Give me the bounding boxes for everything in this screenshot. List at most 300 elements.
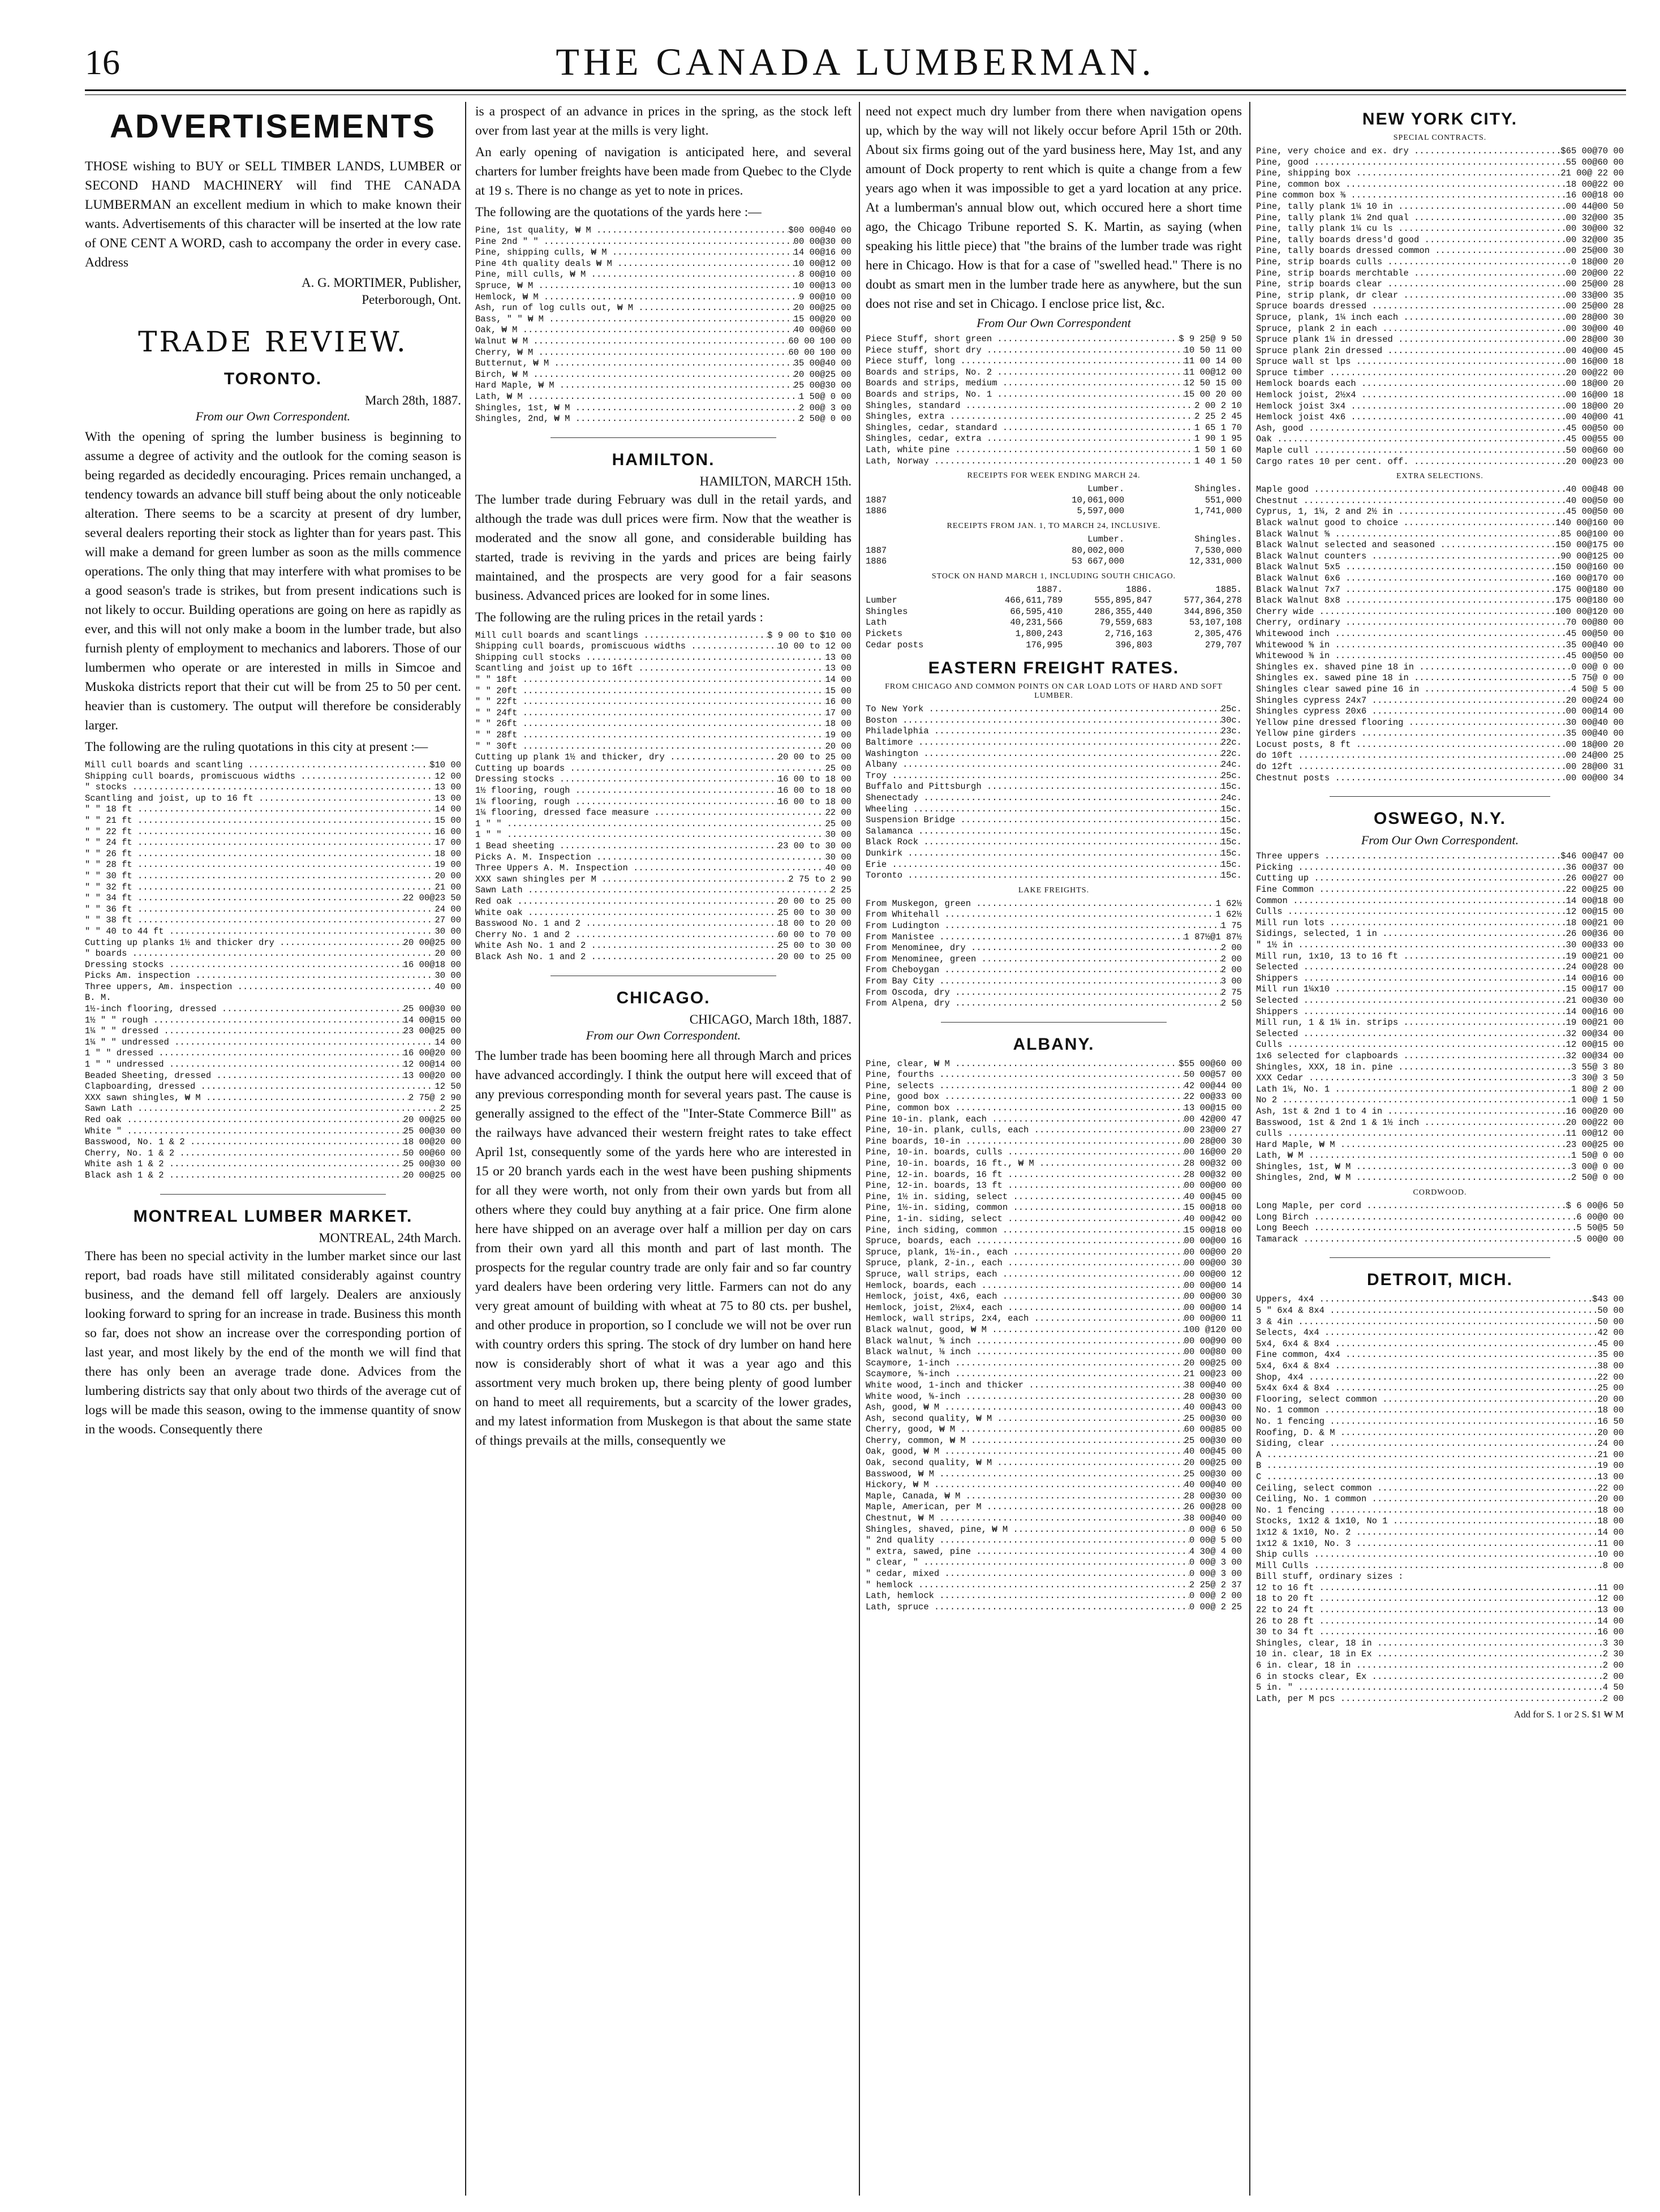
row-value: 20 00@25 00: [1184, 1358, 1242, 1368]
table-row: [475, 841, 851, 852]
row-label: Scantling and joist up to 16ft .....: [475, 663, 825, 675]
table-row: [1256, 1084, 1624, 1096]
row-value: 30 00@33 00: [1566, 940, 1624, 950]
table-row: [866, 715, 1242, 727]
table-cell: 1,800,243: [1015, 629, 1063, 639]
table-row: [866, 1502, 1242, 1513]
row-label: " " 18ft .....: [475, 675, 825, 686]
row-label: Pine common box ⅜ .....: [1256, 190, 1566, 201]
row-value: 2 00: [1602, 1660, 1624, 1671]
row-label: 6 in. clear, 18 in .....: [1256, 1660, 1603, 1672]
row-label: Hemlock, ₩ M .....: [475, 292, 799, 303]
table-row: [866, 1569, 1242, 1580]
row-value: 35 00@40 00: [1566, 639, 1624, 650]
table-cell: 2,305,476: [1194, 629, 1242, 639]
row-label: Shingles, clear, 18 in .....: [1256, 1638, 1603, 1650]
table-cell: 7,530,000: [1194, 545, 1242, 556]
row-label: Basswood No. 1 and 2 .....: [475, 918, 778, 930]
row-value: 35 00@40 00: [793, 358, 851, 369]
table-row: [85, 815, 461, 827]
row-value: 20 00: [825, 741, 851, 751]
row-value: 2 75@ 2 90: [408, 1092, 461, 1103]
table-cell: Cedar posts: [866, 639, 924, 650]
table-row: [1256, 334, 1624, 346]
table-row: [85, 1148, 461, 1159]
table-row: [1256, 379, 1624, 390]
row-label: 5x4x 6x4 & 8x4 .....: [1256, 1383, 1597, 1394]
row-label: Shingles, extra .....: [866, 411, 1194, 423]
row-value: 00 28@00 30: [1184, 1136, 1242, 1146]
row-value: 14 00@16 00: [793, 247, 851, 258]
row-value: 13 00: [825, 663, 851, 674]
row-value: 00 18@00 20: [1566, 739, 1624, 750]
table-row: [1256, 1172, 1624, 1184]
row-label: 1½ flooring, rough .....: [475, 785, 778, 797]
row-label: Pine, common box .....: [866, 1103, 1184, 1114]
row-value: 40 00@45 00: [1184, 1191, 1242, 1202]
row-value: 20 00@22 00: [1566, 1117, 1624, 1128]
newyork-price-table: [1256, 146, 1624, 467]
row-value: 5 50@5 50: [1576, 1223, 1624, 1234]
row-label: Stocks, 1x12 & 1x10, No 1 .....: [1256, 1516, 1597, 1527]
cordwood-title: CORDWOOD.: [1413, 1188, 1467, 1197]
row-value: 00 30@00 40: [1566, 323, 1624, 334]
table-cell: 396,803: [1115, 639, 1152, 650]
table-row: [1256, 951, 1624, 963]
row-value: 15 00: [825, 685, 851, 696]
row-value: 00 28@00 30: [1566, 334, 1624, 345]
row-label: Pine, 1st quality, ₩ M .....: [475, 225, 788, 237]
row-label: Piece stuff, short dry .....: [866, 345, 1184, 357]
row-label: Shingles clear sawed pine 16 in .....: [1256, 684, 1571, 695]
table-row: [1256, 401, 1624, 413]
table-row: [475, 281, 851, 292]
row-value: 5 75@ 0 00: [1571, 673, 1624, 684]
row-value: 00 00@30 00: [793, 236, 851, 247]
row-value: 14 00: [1597, 1616, 1624, 1626]
row-value: 00 00@00 00: [1184, 1180, 1242, 1191]
table-row: [1256, 873, 1624, 884]
table-row: [475, 940, 851, 952]
row-label: do 10ft .....: [1256, 750, 1566, 762]
row-label: Roofing, D. & M .....: [1256, 1428, 1597, 1439]
row-value: 25 00: [1597, 1383, 1624, 1394]
table-row: [866, 334, 1242, 345]
table-row: [1256, 662, 1624, 673]
row-value: 1 40 1 50: [1194, 456, 1242, 466]
table-row: [1256, 445, 1624, 457]
table-row: [1256, 1106, 1624, 1118]
row-value: 50 00: [1597, 1316, 1624, 1327]
row-value: 0 18@00 20: [1571, 256, 1624, 267]
oswego-title: OSWEGO, N.Y.: [1373, 809, 1507, 828]
row-value: 20 00@24 00: [1566, 695, 1624, 706]
table-row: [1256, 651, 1624, 662]
table-row: [866, 1147, 1242, 1158]
row-label: B .....: [1256, 1461, 1597, 1472]
row-label: " " 26ft .....: [475, 719, 825, 730]
table-row: [866, 1436, 1242, 1447]
row-value: $ 9 25@ 9 50: [1179, 334, 1242, 344]
row-value: 18 00: [435, 848, 461, 859]
row-value: 27 00: [435, 915, 461, 926]
row-value: 60 00 100 00: [788, 336, 851, 346]
table-row: [1256, 984, 1624, 995]
table-row: [475, 392, 851, 403]
table-cell: 286,355,440: [1094, 606, 1152, 617]
table-row: [1256, 346, 1624, 357]
row-value: 3 00@ 0 00: [1571, 1161, 1624, 1172]
row-label: Maple, American, per M .....: [866, 1502, 1184, 1513]
row-label: No. 1 fencing .....: [1256, 1505, 1597, 1517]
receipts-title: RECEIPTS FROM JAN. 1, TO MARCH 24, INCLUSIVE.: [947, 521, 1161, 530]
row-label: Hemlock joist 4x6 .....: [1256, 412, 1566, 423]
table-row: [475, 325, 851, 336]
table-row: [866, 595, 1242, 607]
ads-body: THOSE wishing to BUY or SELL TIMBER LANDS, LUMBER or SECOND HAND MACHINERY will find THE CANADA LUMBERMAN an excellent medium in which to make known their wants. Advertisements of this character will be inserted at the low rate of ONE CENT A WORD, cash to accompany the order in every case. Address: [85, 159, 461, 270]
row-value: 2 00: [1602, 1671, 1624, 1682]
row-value: 60 00@85 00: [1184, 1424, 1242, 1435]
row-label: 1¼ flooring, rough .....: [475, 797, 778, 808]
row-label: 5x4, 6x4 & 8x4 .....: [1256, 1361, 1597, 1372]
row-value: 2 25: [440, 1103, 461, 1114]
table-cell: 466,611,789: [1005, 595, 1063, 606]
hamilton-price-table: [475, 630, 851, 963]
table-row: [85, 1103, 461, 1115]
row-label: " " 22ft .....: [475, 697, 825, 708]
row-label: Selected .....: [1256, 962, 1566, 973]
table-row: [85, 771, 461, 783]
row-value: 26 00@28 00: [1184, 1502, 1242, 1513]
row-label: culls .....: [1256, 1128, 1566, 1140]
row-value: 17 00: [435, 837, 461, 848]
row-value: 150 00@175 00: [1555, 540, 1624, 551]
table-row: [866, 1258, 1242, 1269]
row-value: 00 32@00 35: [1566, 212, 1624, 223]
table-row: [866, 1281, 1242, 1292]
row-label: Pine 4th quality deals ₩ M .....: [475, 259, 794, 270]
table-row: [475, 269, 851, 281]
table-row: [866, 1513, 1242, 1524]
row-value: 00 23@00 27: [1184, 1125, 1242, 1136]
row-value: 21 00: [435, 882, 461, 892]
table-row: [866, 433, 1242, 445]
table-row: [85, 1015, 461, 1026]
row-label: Mill cull boards and scantlings .....: [475, 630, 767, 642]
table-row: [1256, 907, 1624, 918]
row-value: 00 24@00 25: [1566, 750, 1624, 761]
table-row: [866, 804, 1242, 815]
row-value: 30 00: [435, 926, 461, 937]
separator: [551, 437, 776, 438]
row-label: Oak .....: [1256, 434, 1566, 445]
row-value: 2 00: [1220, 943, 1242, 953]
freight-table: [866, 704, 1242, 882]
table-row: [475, 237, 851, 248]
row-label: Siding, clear .....: [1256, 1438, 1597, 1450]
table-cell: 1885.: [1215, 584, 1242, 595]
row-label: From Ludington .....: [866, 921, 1221, 932]
row-value: 50 00: [1597, 1305, 1624, 1316]
row-label: Cherry, ₩ M .....: [475, 347, 788, 359]
row-value: 13 00: [825, 652, 851, 663]
table-row: [1256, 1539, 1624, 1550]
row-label: Sawn Lath .....: [475, 885, 831, 896]
row-label: Shingles, standard .....: [866, 401, 1194, 412]
row-value: 22 00@33 00: [1184, 1092, 1242, 1102]
table-row: [85, 1081, 461, 1093]
row-label: From Manistee .....: [866, 932, 1184, 943]
table-row: [475, 347, 851, 359]
row-value: 1 50@ 0 00: [798, 391, 851, 402]
row-value: 15c.: [1220, 859, 1242, 870]
row-label: 3 & 4in .....: [1256, 1317, 1597, 1328]
row-value: 5 00@0 00: [1576, 1234, 1624, 1244]
row-label: Shop, 4x4 .....: [1256, 1372, 1597, 1384]
row-value: 175 00@180 00: [1555, 584, 1624, 595]
table-row: [1256, 673, 1624, 684]
row-label: Hemlock joist 3x4 .....: [1256, 401, 1566, 413]
row-value: 45 00: [1597, 1338, 1624, 1349]
row-label: No 2 .....: [1256, 1095, 1571, 1106]
table-row: [1256, 1361, 1624, 1372]
row-label: Ship culls .....: [1256, 1549, 1597, 1561]
row-value: 60 00 to 70 00: [777, 929, 851, 940]
table-row: [866, 1446, 1242, 1458]
table-cell: 176,995: [1026, 639, 1063, 650]
table-row: [866, 1070, 1242, 1081]
row-value: 14 00@18 00: [1566, 895, 1624, 906]
row-value: 25 00@30 00: [403, 1126, 461, 1136]
table-row: [1256, 1212, 1624, 1223]
row-label: White Ash No. 1 and 2 .....: [475, 940, 778, 952]
table-row: [85, 938, 461, 949]
row-value: 15c.: [1220, 837, 1242, 848]
row-value: 1 50@ 0 00: [1571, 1150, 1624, 1161]
row-label: Shingles cypress 20x6 .....: [1256, 706, 1566, 718]
row-label: Cherry, good, ₩ M .....: [866, 1424, 1184, 1436]
row-value: 38 00@40 00: [1184, 1513, 1242, 1524]
row-label: Boards and strips, No. 1 .....: [866, 389, 1184, 401]
row-value: 18 00@22 00: [1566, 179, 1624, 190]
table-cell: 1886: [866, 556, 887, 567]
row-label: " clear, " .....: [866, 1557, 1189, 1569]
row-label: 6 in stocks clear, Ex .....: [1256, 1672, 1603, 1683]
table-cell: Shingles: [866, 606, 908, 617]
row-value: 2 25@ 2 37: [1189, 1579, 1242, 1590]
row-value: 2 50: [1220, 998, 1242, 1009]
table-row: [866, 423, 1242, 434]
table-row: [475, 314, 851, 325]
row-value: 22 00: [1597, 1372, 1624, 1382]
row-label: From Muskegon, green .....: [866, 899, 1215, 910]
row-value: 14 00: [435, 1037, 461, 1047]
row-value: 19 00@21 00: [1566, 1017, 1624, 1028]
row-label: Dunkirk .....: [866, 848, 1221, 860]
row-label: Pine boards, 10-in .....: [866, 1136, 1184, 1148]
row-value: 0 00@ 3 00: [1189, 1569, 1242, 1579]
row-value: 12 00@15 00: [1566, 1040, 1624, 1050]
table-cell: 79,559,683: [1099, 617, 1152, 628]
table-row: [866, 965, 1242, 976]
table-row: [1256, 1638, 1624, 1650]
row-label: Flooring, select common .....: [1256, 1394, 1597, 1406]
row-value: 18 00: [1597, 1405, 1624, 1416]
table-row: [1256, 585, 1624, 596]
row-value: 12 00: [435, 771, 461, 781]
row-label: Pine, shipping culls, ₩ M .....: [475, 247, 794, 259]
row-label: Pine 10-in. plank, each .....: [866, 1114, 1184, 1126]
table-row: [85, 849, 461, 860]
row-label: Ash, run of log culls out, ₩ M .....: [475, 303, 794, 314]
table-row: [85, 860, 461, 871]
table-cell: 577,364,278: [1184, 595, 1242, 606]
row-value: 3 55@ 3 80: [1571, 1062, 1624, 1072]
row-label: From Menominee, green .....: [866, 954, 1221, 965]
row-value: $55 00@60 00: [1179, 1058, 1242, 1069]
row-value: 00 18@00 20: [1566, 379, 1624, 389]
row-label: " " 20ft .....: [475, 686, 825, 697]
table-row: [866, 771, 1242, 782]
montreal-paragraph: There has been no special activity in the lumber market since our last report, bad roads have still militated considerably against country business, and the demand fell off largely. Dealers are anxiously looking forward to spring for an increase in trade. Business this month so far, does not show an increase over the corresponding portion of last year, and most likely by the end of the month we will find that there has only been an average trade done. Advices from the lumbering districts say that only about two thirds of the average cut of logs will be made this season, owing to the immense quantity of snow in the woods. Consequently there: [85, 1248, 461, 1437]
separator: [941, 1022, 1167, 1023]
row-value: 4 30@ 4 00: [1189, 1546, 1242, 1557]
row-label: Long Birch .....: [1256, 1212, 1576, 1223]
table-row: [1256, 1571, 1624, 1583]
row-label: 22 to 24 ft .....: [1256, 1605, 1597, 1616]
row-value: 20 00: [1597, 1394, 1624, 1404]
table-row: [866, 759, 1242, 771]
row-value: 45 00@50 00: [1566, 628, 1624, 639]
table-row: [1256, 1339, 1624, 1350]
row-label: No. 1 common .....: [1256, 1405, 1597, 1416]
row-value: 0 00@ 5 00: [1189, 1535, 1242, 1546]
table-row: [85, 915, 461, 926]
row-value: 00 16@00 20: [1184, 1147, 1242, 1158]
row-value: 45 00@50 00: [1566, 423, 1624, 433]
row-label: Toronto .....: [866, 870, 1221, 882]
table-row: [866, 1325, 1242, 1336]
newyork-title: NEW YORK CITY.: [1362, 110, 1518, 128]
row-label: To New York .....: [866, 704, 1221, 715]
row-label: Picks A. M. Inspection .....: [475, 852, 825, 864]
row-value: 2 75 to 2 90: [788, 874, 851, 884]
row-value: 1 00@ 1 50: [1571, 1095, 1624, 1106]
table-row: [85, 926, 461, 938]
row-value: 23 00@25 00: [1566, 1139, 1624, 1150]
row-label: Cutting up .....: [1256, 873, 1566, 884]
table-row: [1256, 1372, 1624, 1384]
row-value: 15 00@18 00: [1184, 1225, 1242, 1235]
row-value: 00 00@00 30: [1184, 1258, 1242, 1269]
row-label: Philadelphia .....: [866, 726, 1221, 737]
table-row: [85, 1037, 461, 1049]
row-label: do 12ft .....: [1256, 762, 1566, 773]
row-value: 16 00@20 00: [1566, 1106, 1624, 1116]
row-value: 24c.: [1220, 759, 1242, 770]
row-value: 17 00: [825, 707, 851, 718]
row-label: Shingles ex. shaved pine 18 in .....: [1256, 662, 1571, 673]
row-value: 18 00: [1597, 1516, 1624, 1527]
table-row: [1256, 1494, 1624, 1505]
row-value: 25 00@30 00: [403, 1004, 461, 1015]
row-value: 14 00: [435, 804, 461, 815]
row-label: Spruce timber .....: [1256, 368, 1566, 379]
table-row: [866, 506, 1242, 517]
table-cell: [866, 534, 1007, 546]
row-value: 12 50 15 00: [1184, 378, 1242, 389]
row-label: Pine, 12-in. boards, 13 ft .....: [866, 1180, 1184, 1192]
table-row: [866, 1469, 1242, 1480]
row-label: 1½ " " rough .....: [85, 1015, 403, 1026]
row-value: 00 00@00 14: [1184, 1302, 1242, 1313]
table-row: [1256, 1583, 1624, 1594]
row-label: Beaded Sheeting, dressed .....: [85, 1071, 403, 1082]
row-label: Spruce, wall strips, each .....: [866, 1269, 1184, 1281]
row-value: 00 28@00 30: [1566, 312, 1624, 323]
table-row: [866, 1236, 1242, 1247]
row-value: 11 00@12 00: [1184, 367, 1242, 377]
row-value: 23 00 to 30 00: [777, 840, 851, 851]
table-cell: 1887.: [1036, 584, 1063, 595]
row-label: 1 " " undressed .....: [85, 1059, 403, 1071]
row-label: Basswood, 1st & 2nd 1 & 1½ inch .....: [1256, 1118, 1566, 1129]
lake-table: [866, 899, 1242, 1010]
row-label: Picking .....: [1256, 862, 1566, 874]
row-label: " " 21 ft .....: [85, 815, 435, 827]
row-label: Mill Culls .....: [1256, 1561, 1603, 1572]
table-row: [866, 726, 1242, 737]
hamilton-date: HAMILTON, MARCH 15th.: [699, 474, 851, 488]
table-row: [866, 1602, 1242, 1613]
ads-signature: A. G. MORTIMER, Publisher,: [301, 276, 461, 290]
row-label: Pine, tally boards dress'd good .....: [1256, 235, 1566, 246]
row-value: 2 75: [1220, 987, 1242, 998]
row-label: Shingles, cedar, extra .....: [866, 433, 1194, 445]
row-value: 1 50 1 60: [1194, 444, 1242, 455]
row-label: 1 Bead sheeting .....: [475, 841, 778, 852]
montreal-price-table: [475, 225, 851, 425]
table-row: [85, 1159, 461, 1170]
column-3: [866, 102, 1242, 2196]
table-row: [85, 1026, 461, 1037]
row-label: Maple, Canada, ₩ M .....: [866, 1491, 1184, 1502]
row-label: Bass, " " ₩ M .....: [475, 314, 794, 325]
table-row: [866, 495, 1242, 506]
row-label: Maple cull .....: [1256, 445, 1566, 457]
table-row: [1256, 268, 1624, 280]
chicago-correspondent: From our Own Correspondent.: [586, 1028, 741, 1042]
table-row: [1256, 146, 1624, 157]
row-value: 20 00 to 25 00: [777, 752, 851, 763]
table-row: [866, 1535, 1242, 1547]
row-value: 22 00: [825, 808, 851, 818]
table-row: [85, 982, 461, 993]
row-label: Cherry No. 1 and 2 .....: [475, 930, 778, 941]
row-label: 26 to 28 ft .....: [1256, 1616, 1597, 1627]
row-value: 30 00: [825, 852, 851, 862]
table-row: [866, 1059, 1242, 1070]
row-label: " stocks .....: [85, 782, 435, 793]
table-row: [475, 918, 851, 930]
row-value: $10 00: [429, 760, 461, 770]
row-value: 140 00@160 00: [1555, 518, 1624, 528]
row-value: 42 00: [1597, 1328, 1624, 1338]
table-row: [866, 837, 1242, 848]
table-row: [475, 785, 851, 797]
row-label: Pine, 1½-in. siding, common .....: [866, 1202, 1184, 1214]
oswego-price-table: [1256, 851, 1624, 1184]
